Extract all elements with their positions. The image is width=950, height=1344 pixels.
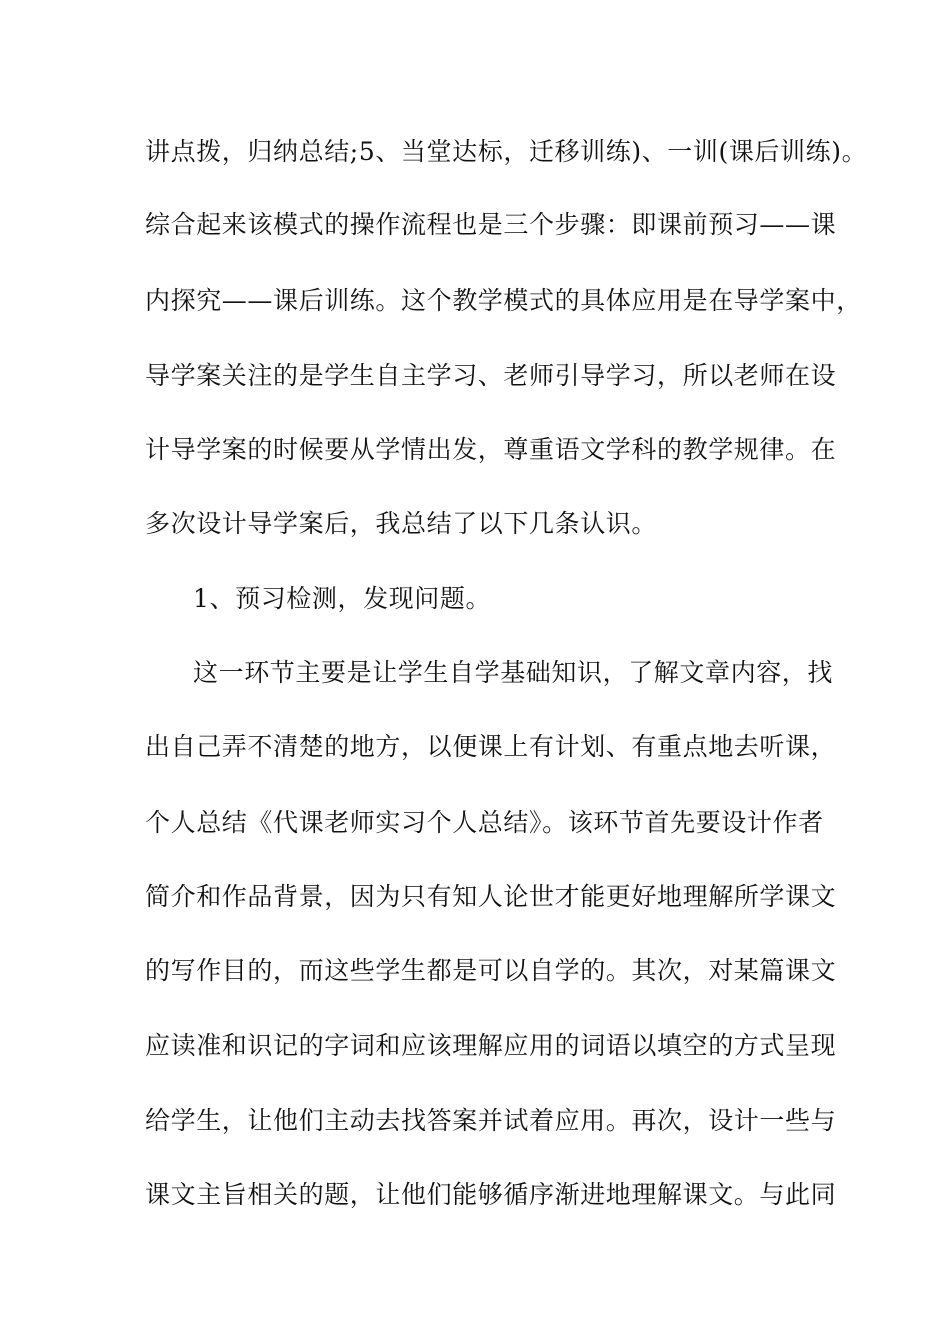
- text-line: 课文主旨相关的题，让他们能够循序渐进地理解课文。与此同: [145, 1180, 837, 1209]
- text-line: 个人总结《代课老师实习个人总结》。该环节首先要设计作者: [145, 808, 824, 837]
- text-line: 应读准和识记的字词和应该理解应用的词语以填空的方式呈现: [145, 1031, 837, 1060]
- text-line: 出自己弄不清楚的地方，以便课上有计划、有重点地去听课，: [145, 732, 837, 761]
- section-heading: 1、预习检测，发现问题。: [193, 584, 492, 613]
- text-line: 综合起来该模式的操作流程也是三个步骤：即课前预习——课: [145, 210, 837, 239]
- paragraph-first-line: 这一环节主要是让学生自学基础知识，了解文章内容，找: [193, 658, 834, 687]
- text-line: 的写作目的，而这些学生都是可以自学的。其次，对某篇课文: [145, 956, 837, 985]
- text-line: 内探究——课后训练。这个教学模式的具体应用是在导学案中，: [145, 286, 862, 315]
- text-line: 多次设计导学案后，我总结了以下几条认识。: [145, 509, 658, 538]
- text-line: 导学案关注的是学生自主学习、老师引导学习，所以老师在设: [145, 361, 837, 390]
- text-line: 给学生，让他们主动去找答案并试着应用。再次，设计一些与: [145, 1106, 837, 1135]
- text-line: 计导学案的时候要从学情出发，尊重语文学科的教学规律。在: [145, 435, 837, 464]
- text-line: 讲点拨，归纳总结;5、当堂达标，迁移训练)、一训(课后训练)。: [145, 137, 868, 166]
- text-line: 简介和作品背景，因为只有知人论世才能更好地理解所学课文: [145, 882, 837, 911]
